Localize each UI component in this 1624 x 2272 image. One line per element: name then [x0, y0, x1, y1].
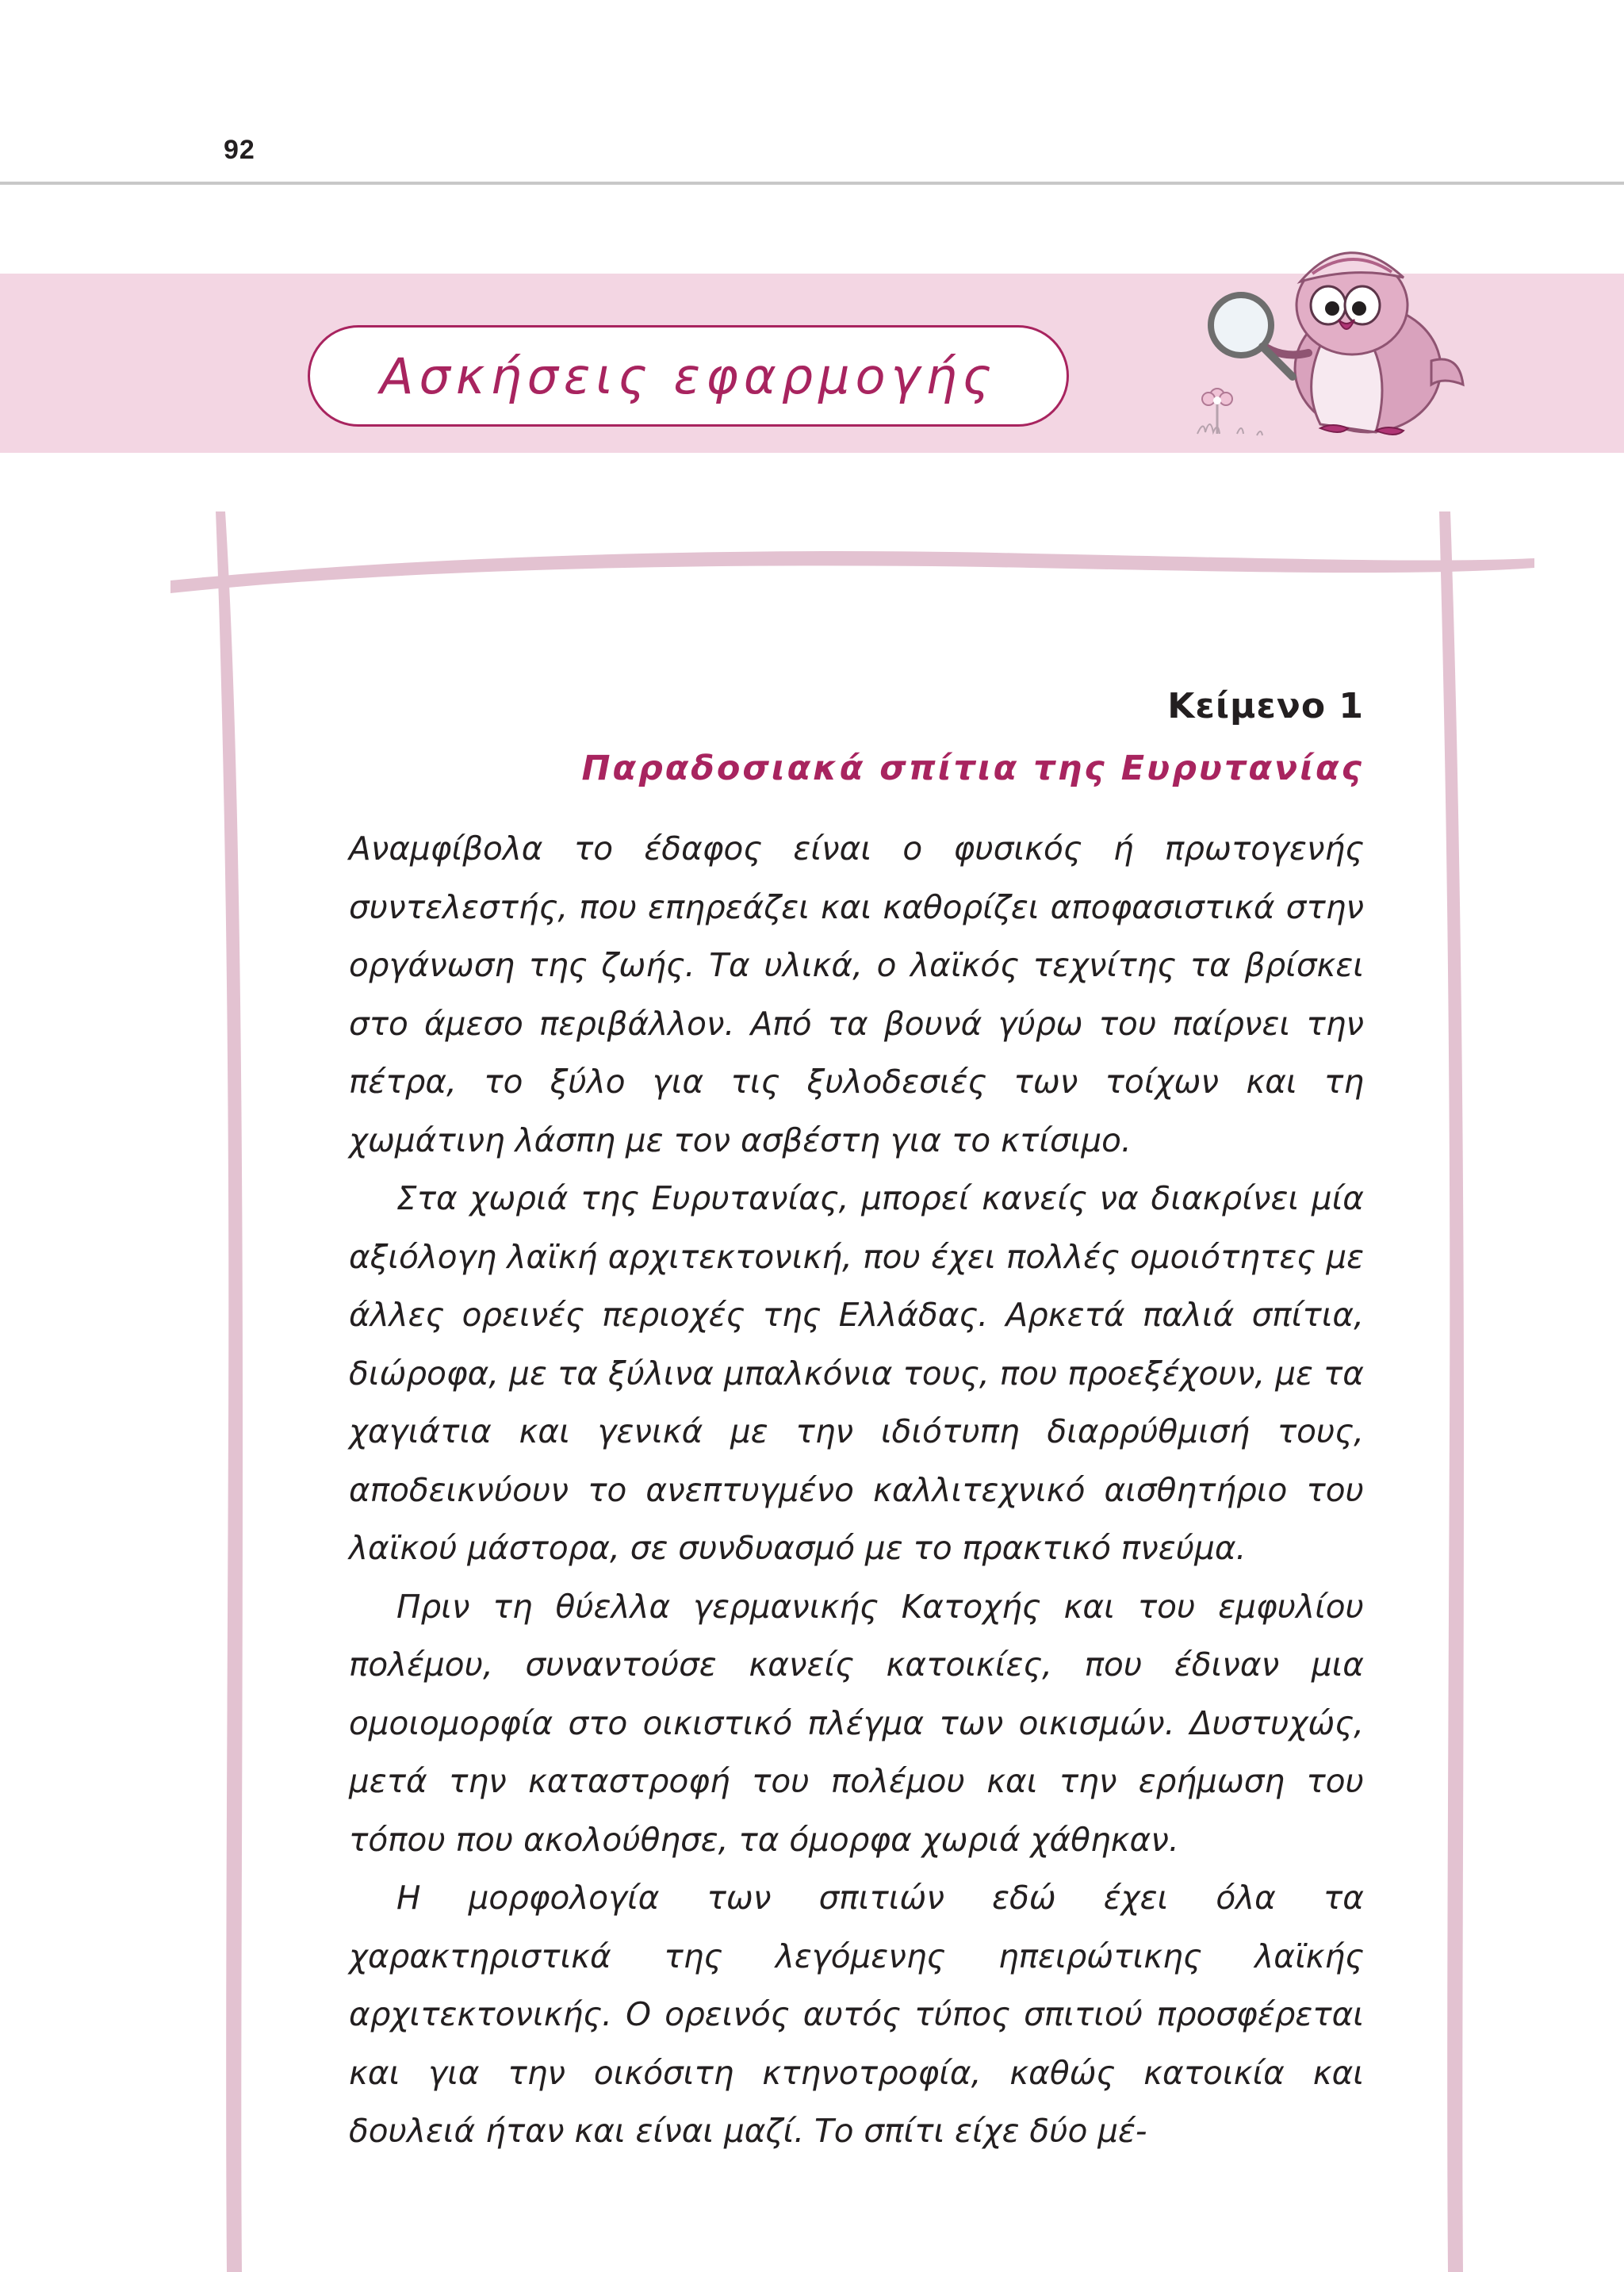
paragraph: Πριν τη θύελλα γερμανικής Κατοχής και του εμφυλίου πολέμου, συναντούσε κανείς κατοικίες, που έδιναν μια ομοιομορφία στο οικιστικό πλέγμα των οικισμών. Δυστυχώς, μετά την καταστροφή του πολέμου και την ερήμωση του τόπου που ακολούθησε, τα όμορφα χωριά χάθηκαν.: [349, 1587, 1364, 1859]
top-rule: [0, 182, 1624, 185]
text-kicker: Κείμενο 1: [1167, 686, 1364, 726]
section-title-pill: [308, 325, 1069, 427]
owl-detective-icon: [1182, 226, 1467, 456]
section-title: Ασκήσεις εφαρμογής: [380, 347, 997, 405]
text-body: [349, 686, 1364, 2161]
paragraph: Η μορφολογία των σπιτιών εδώ έχει όλα τα χαρακτηριστικά της λεγόμενης ηπειρώτικης λαϊκής αρχιτεκτονικής. Ο ορεινός αυτός τύπος σπιτιού προσφέρεται και για την οικόσιτη κτηνοτροφία, καθώς κατοικία και δουλειά ήταν και είναι μαζί. Το σπίτι είχε δύο μέ-: [349, 1879, 1364, 2150]
page-number: 92: [224, 135, 255, 165]
text-title: Παραδοσιακά σπίτια της Ευρυτανίας: [581, 749, 1364, 788]
paragraph: Αναμφίβολα το έδαφος είναι ο φυσικός ή πρωτογενής συντελεστής, που επηρεάζει και καθορίζει αποφασιστικά στην οργάνωση της ζωής. Τα υλικά, ο λαϊκός τεχνίτης τα βρίσκει στο άμεσο περιβάλλον. Από τα βουνά γύρω του παίρνει την πέτρα, το ξύλο για τις ξυλοδεσιές των τοίχων και τη χωμάτινη λάσπη με τον ασβέστη για το κτίσιμο.: [349, 829, 1364, 1159]
paragraph: Στα χωριά της Ευρυτανίας, μπορεί κανείς να διακρίνει μία αξιόλογη λαϊκή αρχιτεκτονική, που έχει πολλές ομοιότητες με άλλες ορεινές περιοχές της Ελλάδας. Αρκετά παλιά σπίτια, διώροφα, με τα ξύλινα μπαλκόνια τους, που προεξέχουν, με τα χαγιάτια και γενικά με την ιδιότυπη διαρρύθμισή τους, αποδεικνύουν το ανεπτυγμένο καλλιτεχνικό αισθητήριο του λαϊκού μάστορα, σε συνδυασμό με το πρακτικό πνεύμα.: [349, 1179, 1364, 1567]
